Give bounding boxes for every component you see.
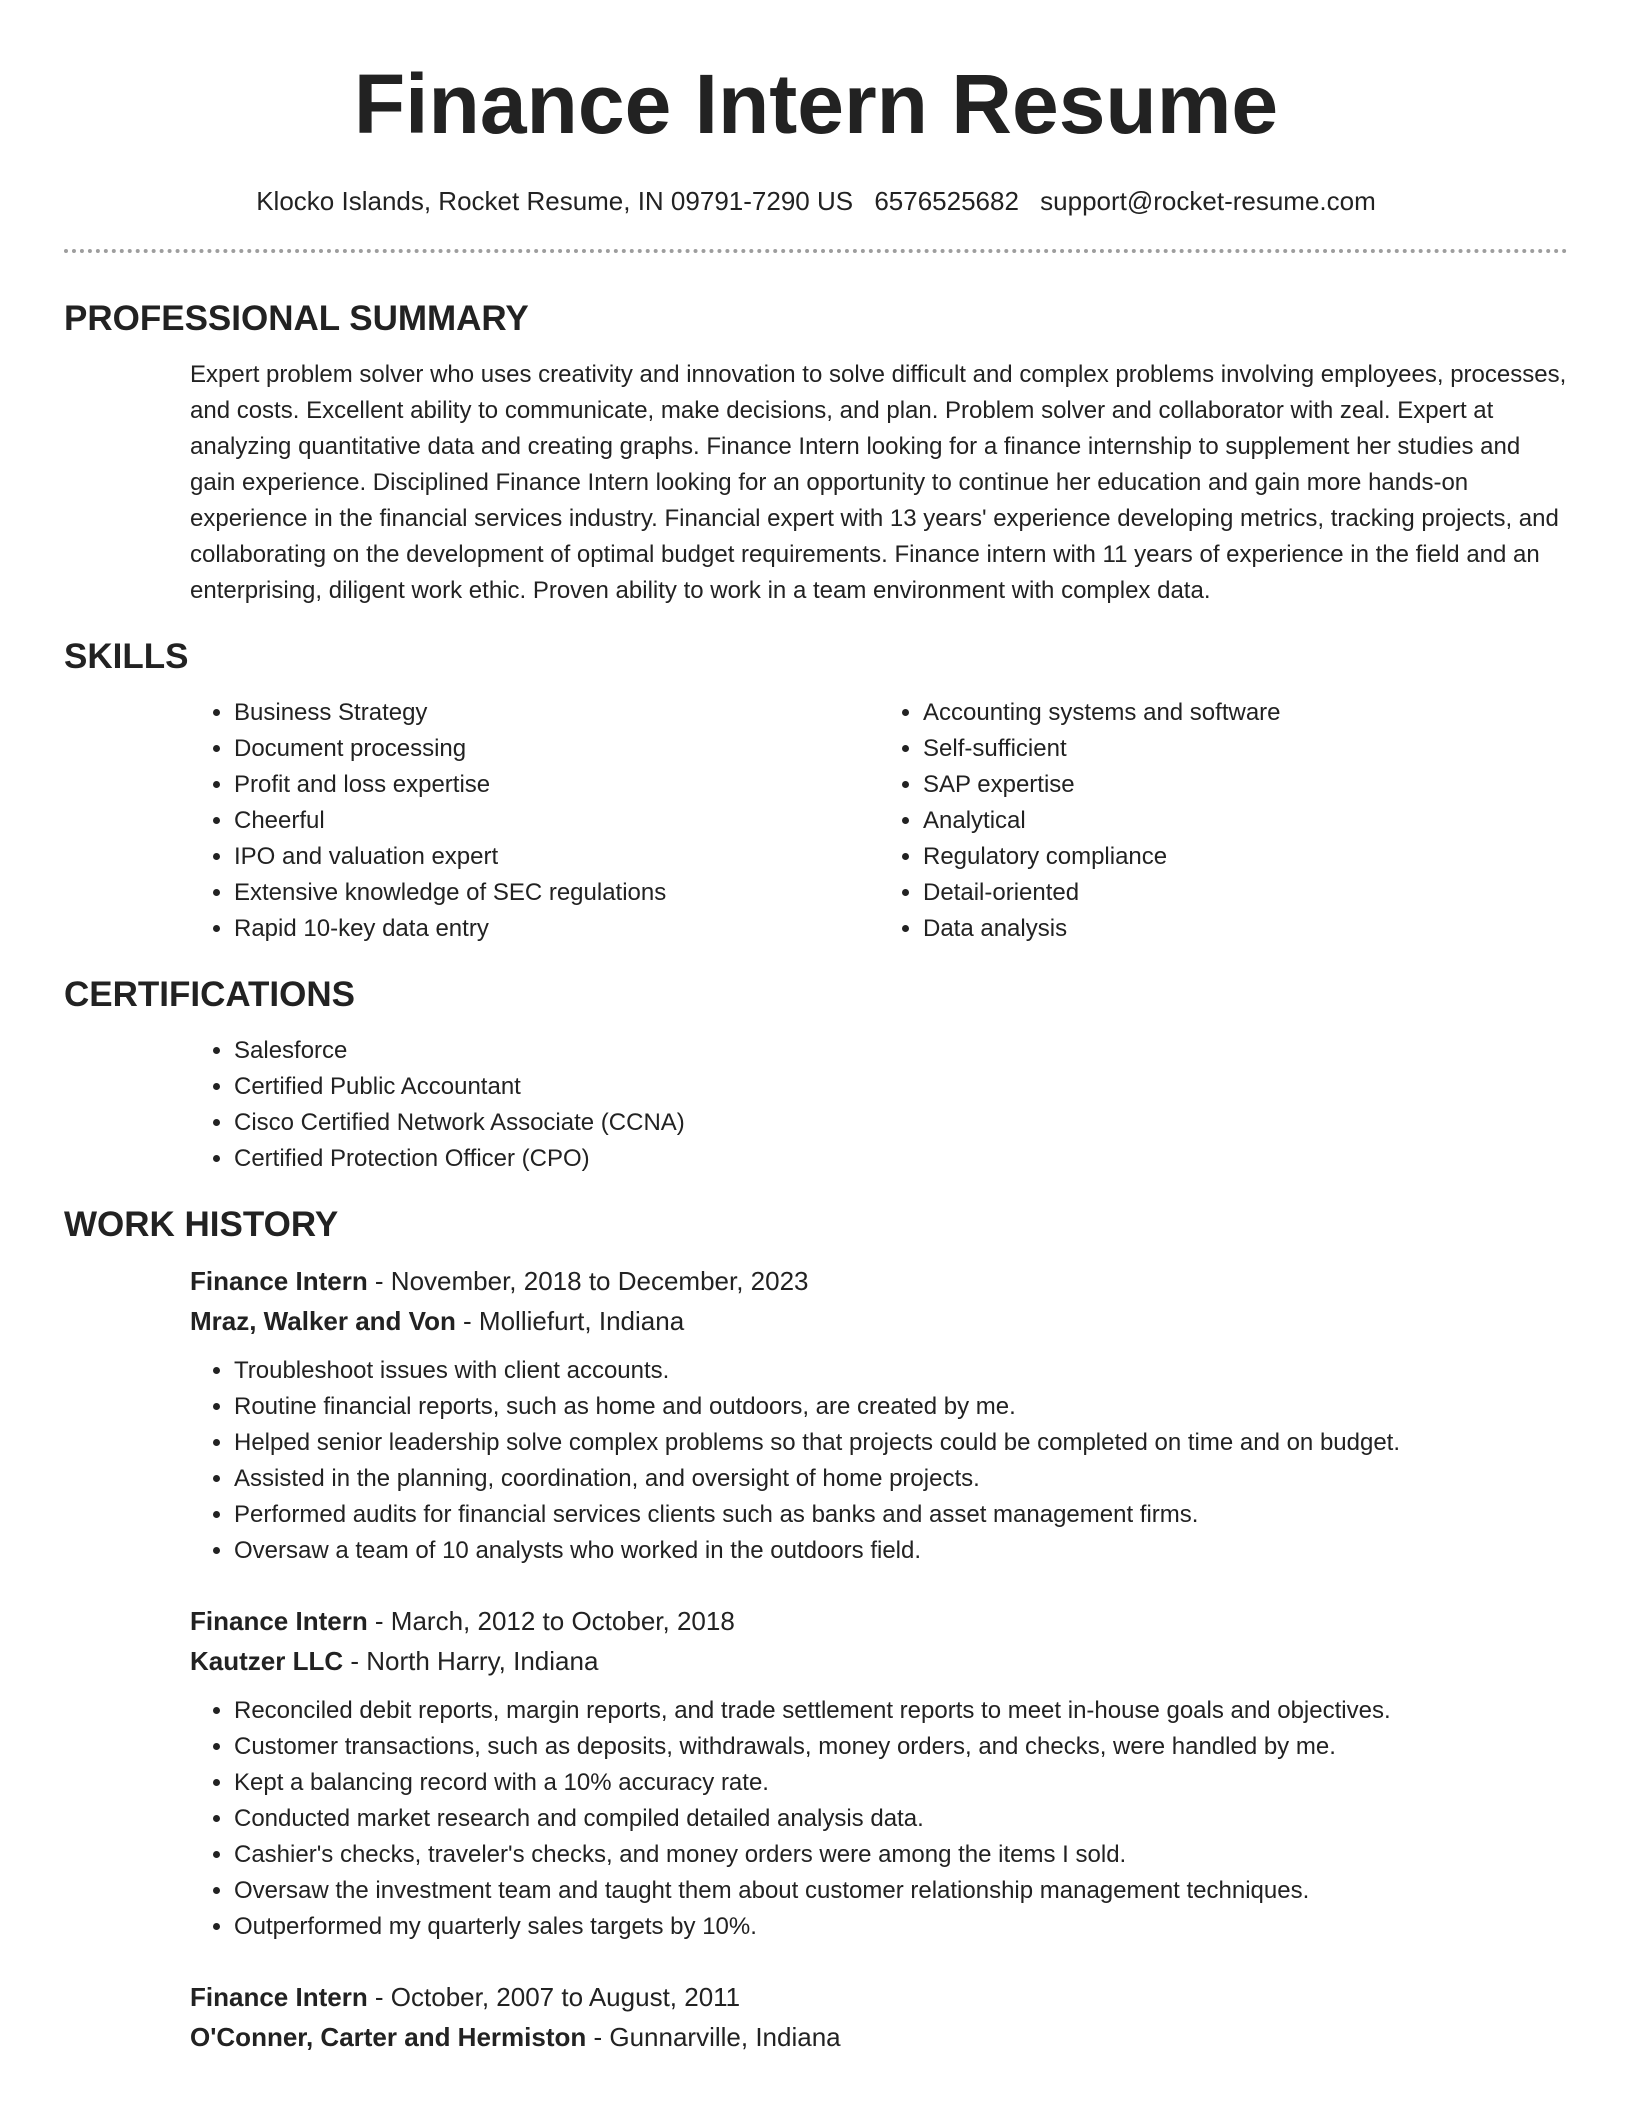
job-bullet: • Customer transactions, such as deposits, withdrawals, money orders, and checks, were handled by me. [234, 1729, 1568, 1765]
job-bullet: • Reconciled debit reports, margin reports, and trade settlement reports to meet in-house goals and objectives. [234, 1693, 1568, 1729]
skill-item: • Analytical [923, 803, 1568, 839]
job-title-line [190, 1977, 1568, 2017]
job-bullet: • Troubleshoot issues with client accounts. [234, 1353, 1568, 1389]
skills-list-right [879, 695, 1568, 947]
work-history-heading: WORK HISTORY [64, 1205, 339, 1244]
job-bullet: • Outperformed my quarterly sales targets by 10%. [234, 1909, 1568, 1945]
job-company: O'Conner, Carter and Hermiston [190, 2022, 587, 2052]
skill-item: • Rapid 10-key data entry [234, 911, 879, 947]
job-company: Kautzer LLC [190, 1646, 344, 1676]
certification-item: • Certified Protection Officer (CPO) [234, 1141, 1568, 1177]
skills-list-left [190, 695, 879, 947]
summary-text: Expert problem solver who uses creativity and innovation to solve difficult and complex problems involving employees, processes, and costs. Excellent ability to communicate, make decisions, and plan. Problem solver and collaborator with zeal. Expert at analyzing quantitative data and creating graphs. Finance Intern looking for a finance internship to supplement her studies and gain experience. Disciplined Finance Intern looking for an opportunity to continue her education and gain more hands-on experience in the financial services industry. Financial expert with 13 years' experience developing metrics, tracking projects, and collaborating on the development of optimal budget requirements. Finance intern with 11 years of experience in the field and an enterprising, diligent work ethic. Proven ability to work in a team environment with complex data. [190, 361, 1567, 604]
skills-section [190, 695, 1568, 947]
certifications-section [190, 1033, 1568, 1177]
job-bullet: • Kept a balancing record with a 10% accuracy rate. [234, 1765, 1568, 1801]
job-dates: - March, 2012 to October, 2018 [367, 1606, 735, 1636]
skill-item: • Detail-oriented [923, 875, 1568, 911]
job-entry [190, 1261, 1568, 1569]
job-bullet: • Cashier's checks, traveler's checks, and money orders were among the items I sold. [234, 1837, 1568, 1873]
summary-heading: PROFESSIONAL SUMMARY [64, 299, 529, 338]
job-company: Mraz, Walker and Von [190, 1306, 456, 1336]
job-location: - Molliefurt, Indiana [455, 1306, 685, 1336]
certification-item: • Certified Public Accountant [234, 1069, 1568, 1105]
job-location: - Gunnarville, Indiana [586, 2022, 841, 2052]
job-company-line [190, 2017, 1568, 2057]
job-bullet: • Assisted in the planning, coordination, and oversight of home projects. [234, 1461, 1568, 1497]
skill-item: • Data analysis [923, 911, 1568, 947]
skill-item: • IPO and valuation expert [234, 839, 879, 875]
job-title-line [190, 1601, 1568, 1641]
skills-heading: SKILLS [64, 637, 189, 676]
job-bullets [190, 1693, 1568, 1945]
header-divider [64, 249, 1568, 253]
job-company-line [190, 1301, 1568, 1341]
job-bullet: • Routine financial reports, such as home and outdoors, are created by me. [234, 1389, 1568, 1425]
contact-address: Klocko Islands, Rocket Resume, IN 09791-7290 US [256, 186, 854, 216]
skill-item: • SAP expertise [923, 767, 1568, 803]
certification-item: • Cisco Certified Network Associate (CCNA) [234, 1105, 1568, 1141]
certifications-heading: CERTIFICATIONS [64, 975, 356, 1014]
resume-title: Finance Intern Resume [353, 57, 1279, 151]
skill-item: • Accounting systems and software [923, 695, 1568, 731]
skill-item: • Extensive knowledge of SEC regulations [234, 875, 879, 911]
job-bullet: • Oversaw a team of 10 analysts who worked in the outdoors field. [234, 1533, 1568, 1569]
summary-section [190, 357, 1568, 609]
job-company-line [190, 1641, 1568, 1681]
job-entry [190, 1601, 1568, 1945]
job-title: Finance Intern [190, 1266, 368, 1296]
job-title: Finance Intern [190, 1982, 368, 2012]
job-bullets [190, 1353, 1568, 1569]
job-bullet: • Helped senior leadership solve complex problems so that projects could be completed on time and on budget. [234, 1425, 1568, 1461]
skill-item: • Self-sufficient [923, 731, 1568, 767]
skill-item: • Profit and loss expertise [234, 767, 879, 803]
job-location: - North Harry, Indiana [343, 1646, 599, 1676]
skill-item: • Business Strategy [234, 695, 879, 731]
job-dates: - November, 2018 to December, 2023 [367, 1266, 809, 1296]
certification-item: • Salesforce [234, 1033, 1568, 1069]
skill-item: • Regulatory compliance [923, 839, 1568, 875]
contact-line [64, 186, 1568, 217]
job-title: Finance Intern [190, 1606, 368, 1636]
job-dates: - October, 2007 to August, 2011 [367, 1982, 741, 2012]
certifications-list [190, 1033, 1568, 1177]
job-bullet: • Conducted market research and compiled detailed analysis data. [234, 1801, 1568, 1837]
job-entry [190, 1977, 1568, 2057]
skill-item: • Document processing [234, 731, 879, 767]
job-title-line [190, 1261, 1568, 1301]
contact-email: support@rocket-resume.com [1040, 186, 1376, 216]
contact-phone: 6576525682 [874, 186, 1019, 216]
job-bullet: • Oversaw the investment team and taught them about customer relationship management techniques. [234, 1873, 1568, 1909]
job-bullet: • Performed audits for financial services clients such as banks and asset management firms. [234, 1497, 1568, 1533]
skill-item: • Cheerful [234, 803, 879, 839]
